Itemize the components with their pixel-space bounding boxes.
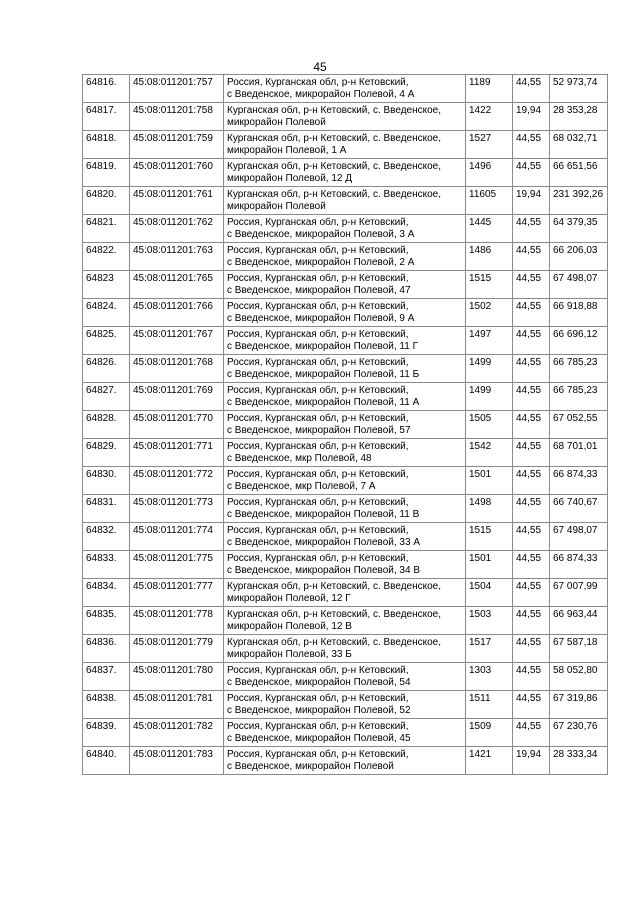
cadastral-value-cell: 66 206,03 [550, 243, 608, 271]
row-number-cell: 64824. [83, 299, 130, 327]
table-row [83, 719, 608, 747]
row-number-cell: 64829. [83, 439, 130, 467]
address-line-2: микрорайон Полевой, 12 Г [227, 592, 351, 604]
table-row [83, 467, 608, 495]
address-line-2: с Введенское, микрорайон Полевой, 33 А [227, 536, 421, 548]
address-cell [224, 663, 466, 691]
cadastral-value-cell: 66 651,56 [550, 159, 608, 187]
cadastral-number-cell: 45:08:011201:769 [130, 383, 224, 411]
address-line-2: микрорайон Полевой, 12 Д [227, 172, 353, 184]
cadastral-value-cell: 66 740,67 [550, 495, 608, 523]
table-row [83, 411, 608, 439]
rate-cell: 44,55 [513, 663, 550, 691]
cadastral-value-cell: 66 785,23 [550, 355, 608, 383]
row-number-cell: 64840. [83, 747, 130, 775]
area-cell: 1498 [466, 495, 513, 523]
table-row [83, 75, 608, 103]
row-number-cell: 64817. [83, 103, 130, 131]
address-cell [224, 439, 466, 467]
address-cell [224, 579, 466, 607]
address-line-2: микрорайон Полевой, 33 Б [227, 648, 352, 660]
cadastral-value-cell: 67 498,07 [550, 523, 608, 551]
address-line-1: Россия, Курганская обл, р-н Кетовский, [227, 553, 409, 564]
cadastral-number-cell: 45:08:011201:778 [130, 607, 224, 635]
address-line-1: Курганская обл, р-н Кетовский, с. Введенское, [227, 133, 442, 144]
row-number-cell: 64833. [83, 551, 130, 579]
area-cell: 1517 [466, 635, 513, 663]
row-number-cell: 64819. [83, 159, 130, 187]
area-cell: 1515 [466, 523, 513, 551]
address-line-2: микрорайон Полевой [227, 116, 326, 128]
table-row [83, 551, 608, 579]
table-row [83, 691, 608, 719]
area-cell: 1501 [466, 467, 513, 495]
area-cell: 1497 [466, 327, 513, 355]
address-line-2: с Введенское, мкр Полевой, 48 [227, 452, 372, 464]
rate-cell: 44,55 [513, 355, 550, 383]
table-row [83, 383, 608, 411]
rate-cell: 44,55 [513, 579, 550, 607]
address-line-2: с Введенское, микрорайон Полевой, 54 [227, 676, 411, 688]
cadastral-number-cell: 45:08:011201:780 [130, 663, 224, 691]
area-cell: 1511 [466, 691, 513, 719]
cadastral-number-cell: 45:08:011201:782 [130, 719, 224, 747]
rate-cell: 44,55 [513, 327, 550, 355]
area-cell: 1496 [466, 159, 513, 187]
cadastral-value-cell: 67 319,86 [550, 691, 608, 719]
address-line-2: с Введенское, микрорайон Полевой, 4 А [227, 88, 415, 100]
row-number-cell: 64822. [83, 243, 130, 271]
rate-cell: 44,55 [513, 551, 550, 579]
row-number-cell: 64827. [83, 383, 130, 411]
table-row [83, 299, 608, 327]
cadastral-number-cell: 45:08:011201:772 [130, 467, 224, 495]
rate-cell: 44,55 [513, 607, 550, 635]
cadastral-number-cell: 45:08:011201:766 [130, 299, 224, 327]
address-line-1: Россия, Курганская обл, р-н Кетовский, [227, 525, 409, 536]
address-line-2: с Введенское, микрорайон Полевой, 45 [227, 732, 411, 744]
cadastral-value-cell: 68 032,71 [550, 131, 608, 159]
area-cell: 1422 [466, 103, 513, 131]
rate-cell: 19,94 [513, 103, 550, 131]
cadastral-number-cell: 45:08:011201:768 [130, 355, 224, 383]
row-number-cell: 64823 [83, 271, 130, 299]
table-row [83, 635, 608, 663]
cadastral-number-cell: 45:08:011201:774 [130, 523, 224, 551]
rate-cell: 44,55 [513, 523, 550, 551]
address-line-2: с Введенское, микрорайон Полевой, 9 А [227, 312, 415, 324]
area-cell: 1303 [466, 663, 513, 691]
cadastral-value-cell: 66 874,33 [550, 551, 608, 579]
cadastral-value-cell: 52 973,74 [550, 75, 608, 103]
cadastral-number-cell: 45:08:011201:765 [130, 271, 224, 299]
cadastral-number-cell: 45:08:011201:759 [130, 131, 224, 159]
address-line-1: Россия, Курганская обл, р-н Кетовский, [227, 385, 409, 396]
address-cell [224, 215, 466, 243]
row-number-cell: 64818. [83, 131, 130, 159]
cadastral-registry-table [82, 74, 608, 775]
address-line-1: Россия, Курганская обл, р-н Кетовский, [227, 273, 409, 284]
cadastral-value-cell: 28 353,28 [550, 103, 608, 131]
area-cell: 1505 [466, 411, 513, 439]
area-cell: 1445 [466, 215, 513, 243]
row-number-cell: 64839. [83, 719, 130, 747]
address-cell [224, 355, 466, 383]
row-number-cell: 64828. [83, 411, 130, 439]
table-row [83, 607, 608, 635]
cadastral-value-cell: 58 052,80 [550, 663, 608, 691]
address-cell [224, 467, 466, 495]
row-number-cell: 64834. [83, 579, 130, 607]
address-line-2: с Введенское, микрорайон Полевой, 52 [227, 704, 411, 716]
row-number-cell: 64825. [83, 327, 130, 355]
table-row [83, 271, 608, 299]
table-row [83, 187, 608, 215]
address-line-1: Россия, Курганская обл, р-н Кетовский, [227, 497, 409, 508]
rate-cell: 44,55 [513, 719, 550, 747]
area-cell: 1509 [466, 719, 513, 747]
address-line-2: с Введенское, микрорайон Полевой, 11 Б [227, 368, 420, 380]
cadastral-value-cell: 64 379,35 [550, 215, 608, 243]
cadastral-number-cell: 45:08:011201:767 [130, 327, 224, 355]
area-cell: 1504 [466, 579, 513, 607]
table-row [83, 327, 608, 355]
row-number-cell: 64837. [83, 663, 130, 691]
row-number-cell: 64816. [83, 75, 130, 103]
cadastral-value-cell: 67 587,18 [550, 635, 608, 663]
table-row [83, 439, 608, 467]
area-cell: 1542 [466, 439, 513, 467]
cadastral-number-cell: 45:08:011201:758 [130, 103, 224, 131]
address-line-1: Россия, Курганская обл, р-н Кетовский, [227, 441, 409, 452]
cadastral-value-cell: 66 696,12 [550, 327, 608, 355]
cadastral-value-cell: 28 333,34 [550, 747, 608, 775]
table-row [83, 159, 608, 187]
table-row [83, 495, 608, 523]
table-row [83, 131, 608, 159]
cadastral-number-cell: 45:08:011201:762 [130, 215, 224, 243]
address-line-2: с Введенское, микрорайон Полевой, 11 Г [227, 340, 419, 352]
area-cell: 1515 [466, 271, 513, 299]
cadastral-value-cell: 67 498,07 [550, 271, 608, 299]
table-row [83, 103, 608, 131]
row-number-cell: 64835. [83, 607, 130, 635]
cadastral-number-cell: 45:08:011201:770 [130, 411, 224, 439]
rate-cell: 44,55 [513, 215, 550, 243]
address-line-1: Россия, Курганская обл, р-н Кетовский, [227, 329, 409, 340]
page-number: 45 [313, 60, 327, 74]
cadastral-value-cell: 68 701,01 [550, 439, 608, 467]
area-cell: 1421 [466, 747, 513, 775]
cadastral-number-cell: 45:08:011201:757 [130, 75, 224, 103]
address-line-2: с Введенское, микрорайон Полевой, 11 В [227, 508, 420, 520]
address-line-2: микрорайон Полевой [227, 200, 326, 212]
address-line-1: Курганская обл, р-н Кетовский, с. Введенское, [227, 581, 442, 592]
cadastral-value-cell: 66 785,23 [550, 383, 608, 411]
address-line-1: Россия, Курганская обл, р-н Кетовский, [227, 749, 409, 760]
area-cell: 1503 [466, 607, 513, 635]
address-cell [224, 131, 466, 159]
row-number-cell: 64832. [83, 523, 130, 551]
address-cell [224, 523, 466, 551]
area-cell: 1486 [466, 243, 513, 271]
cadastral-number-cell: 45:08:011201:760 [130, 159, 224, 187]
address-line-2: с Введенское, микрорайон Полевой, 11 А [227, 396, 420, 408]
cadastral-number-cell: 45:08:011201:777 [130, 579, 224, 607]
address-line-2: с Введенское, микрорайон Полевой [227, 760, 394, 772]
table-row [83, 523, 608, 551]
address-line-1: Россия, Курганская обл, р-н Кетовский, [227, 693, 409, 704]
address-line-1: Россия, Курганская обл, р-н Кетовский, [227, 721, 409, 732]
rate-cell: 44,55 [513, 271, 550, 299]
address-line-1: Курганская обл, р-н Кетовский, с. Введенское, [227, 637, 442, 648]
row-number-cell: 64830. [83, 467, 130, 495]
address-line-1: Россия, Курганская обл, р-н Кетовский, [227, 357, 409, 368]
address-cell [224, 719, 466, 747]
cadastral-value-cell: 67 230,76 [550, 719, 608, 747]
cadastral-number-cell: 45:08:011201:771 [130, 439, 224, 467]
row-number-cell: 64820. [83, 187, 130, 215]
address-cell [224, 75, 466, 103]
rate-cell: 44,55 [513, 495, 550, 523]
address-line-1: Курганская обл, р-н Кетовский, с. Введенское, [227, 161, 442, 172]
cadastral-number-cell: 45:08:011201:763 [130, 243, 224, 271]
address-line-2: микрорайон Полевой, 1 А [227, 144, 347, 156]
address-cell [224, 607, 466, 635]
rate-cell: 44,55 [513, 159, 550, 187]
rate-cell: 44,55 [513, 243, 550, 271]
cadastral-value-cell: 231 392,26 [550, 187, 608, 215]
cadastral-number-cell: 45:08:011201:783 [130, 747, 224, 775]
cadastral-number-cell: 45:08:011201:775 [130, 551, 224, 579]
rate-cell: 44,55 [513, 439, 550, 467]
address-cell [224, 495, 466, 523]
area-cell: 1527 [466, 131, 513, 159]
address-cell [224, 299, 466, 327]
address-line-1: Курганская обл, р-н Кетовский, с. Введенское, [227, 189, 442, 200]
address-cell [224, 383, 466, 411]
area-cell: 1189 [466, 75, 513, 103]
address-line-2: с Введенское, микрорайон Полевой, 57 [227, 424, 411, 436]
rate-cell: 44,55 [513, 467, 550, 495]
area-cell: 1499 [466, 355, 513, 383]
row-number-cell: 64838. [83, 691, 130, 719]
address-line-1: Россия, Курганская обл, р-н Кетовский, [227, 77, 409, 88]
area-cell: 1499 [466, 383, 513, 411]
area-cell: 11605 [466, 187, 513, 215]
address-line-2: с Введенское, микрорайон Полевой, 34 В [227, 564, 421, 576]
cadastral-number-cell: 45:08:011201:761 [130, 187, 224, 215]
row-number-cell: 64821. [83, 215, 130, 243]
table-row [83, 579, 608, 607]
cadastral-value-cell: 67 007,99 [550, 579, 608, 607]
rate-cell: 44,55 [513, 691, 550, 719]
address-line-1: Россия, Курганская обл, р-н Кетовский, [227, 665, 409, 676]
address-line-1: Россия, Курганская обл, р-н Кетовский, [227, 245, 409, 256]
address-line-2: с Введенское, мкр Полевой, 7 А [227, 480, 376, 492]
address-line-1: Курганская обл, р-н Кетовский, с. Введенское, [227, 105, 442, 116]
cadastral-number-cell: 45:08:011201:781 [130, 691, 224, 719]
address-cell [224, 327, 466, 355]
rate-cell: 44,55 [513, 131, 550, 159]
cadastral-value-cell: 66 963,44 [550, 607, 608, 635]
address-line-1: Россия, Курганская обл, р-н Кетовский, [227, 469, 409, 480]
table-row [83, 747, 608, 775]
row-number-cell: 64831. [83, 495, 130, 523]
area-cell: 1501 [466, 551, 513, 579]
cadastral-number-cell: 45:08:011201:773 [130, 495, 224, 523]
address-line-1: Курганская обл, р-н Кетовский, с. Введенское, [227, 609, 442, 620]
address-cell [224, 187, 466, 215]
cadastral-value-cell: 67 052,55 [550, 411, 608, 439]
address-line-2: с Введенское, микрорайон Полевой, 2 А [227, 256, 415, 268]
address-cell [224, 411, 466, 439]
table-row [83, 215, 608, 243]
address-line-1: Россия, Курганская обл, р-н Кетовский, [227, 413, 409, 424]
rate-cell: 44,55 [513, 299, 550, 327]
address-cell [224, 271, 466, 299]
address-line-1: Россия, Курганская обл, р-н Кетовский, [227, 217, 409, 228]
address-cell [224, 103, 466, 131]
rate-cell: 44,55 [513, 383, 550, 411]
table-row [83, 355, 608, 383]
address-cell [224, 635, 466, 663]
area-cell: 1502 [466, 299, 513, 327]
address-line-2: микрорайон Полевой, 12 В [227, 620, 352, 632]
rate-cell: 44,55 [513, 635, 550, 663]
address-cell [224, 747, 466, 775]
rate-cell: 19,94 [513, 187, 550, 215]
address-cell [224, 691, 466, 719]
address-cell [224, 159, 466, 187]
address-line-2: с Введенское, микрорайон Полевой, 3 А [227, 228, 415, 240]
address-line-2: с Введенское, микрорайон Полевой, 47 [227, 284, 411, 296]
table-row [83, 663, 608, 691]
row-number-cell: 64826. [83, 355, 130, 383]
table-row [83, 243, 608, 271]
cadastral-value-cell: 66 874,33 [550, 467, 608, 495]
rate-cell: 19,94 [513, 747, 550, 775]
cadastral-value-cell: 66 918,88 [550, 299, 608, 327]
table-body [83, 75, 608, 775]
address-cell [224, 243, 466, 271]
rate-cell: 44,55 [513, 411, 550, 439]
cadastral-number-cell: 45:08:011201:779 [130, 635, 224, 663]
address-line-1: Россия, Курганская обл, р-н Кетовский, [227, 301, 409, 312]
address-cell [224, 551, 466, 579]
row-number-cell: 64836. [83, 635, 130, 663]
rate-cell: 44,55 [513, 75, 550, 103]
